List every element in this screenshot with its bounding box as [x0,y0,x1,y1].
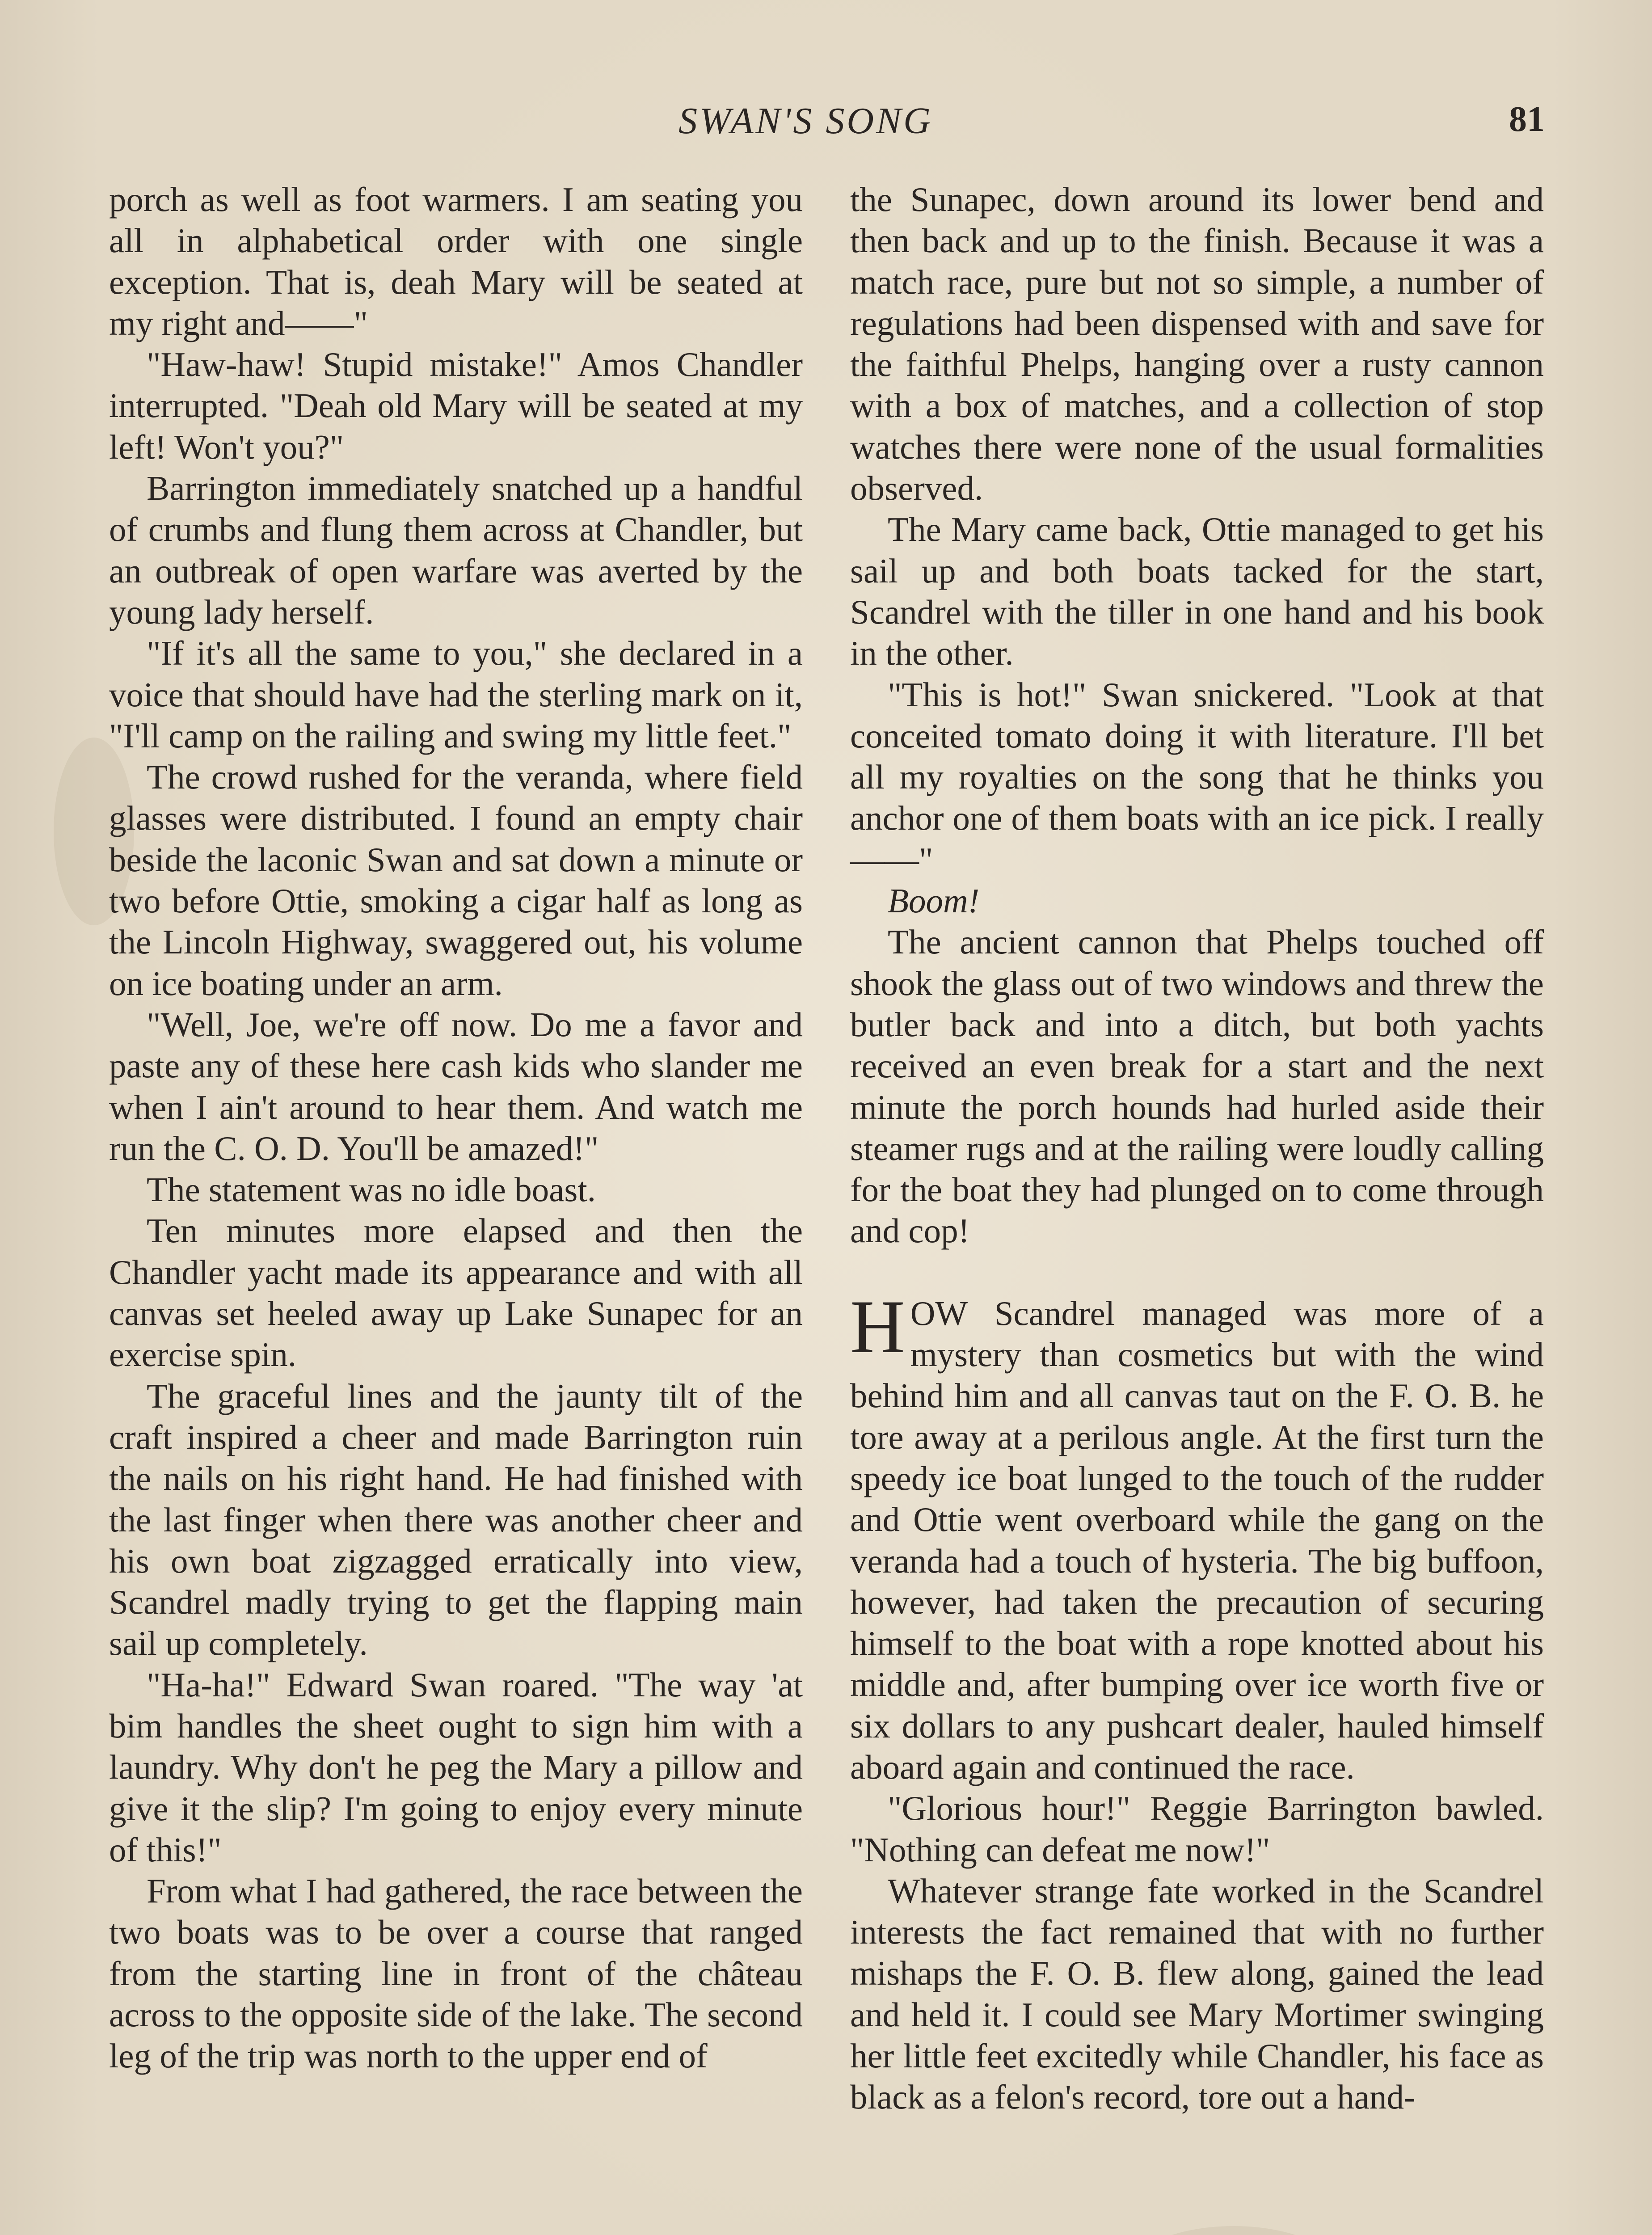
paragraph-boom: Boom! [888,881,980,920]
paragraph: "Haw-haw! Stupid mistake!" Amos Chandler interrupted. "Deah old Mary will be seated at my left! Won't you?" [109,345,803,466]
paragraph: Whatever strange fate worked in the Scandrel interests the fact remained that with no further mishaps the F. O. B. flew along, gained the lead and held it. I could see Mary Mortimer swinging her little feet excitedly while Chandler, his face as black as a felon's record, tore out a hand- [850,1871,1544,2117]
paragraph: "If it's all the same to you," she declared in a voice that should have had the sterling mark on it, "I'll camp on the railing and swing my little feet." [109,634,803,755]
paragraph: Ten minutes more elapsed and then the Chandler yacht made its appearance and with all canvas set heeled away up Lake Sunapec for an exercise spin. [109,1211,803,1374]
page-number: 81 [1509,100,1545,139]
paragraph: "Well, Joe, we're off now. Do me a favor and paste any of these here cash kids who slander me when I ain't around to hear them. And watch me run the C. O. D. You'll be amazed!" [109,1005,803,1168]
paragraph: "Ha-ha!" Edward Swan roared. "The way 'at bim handles the sheet ought to sign him with a laundry. Why don't he peg the Mary a pillow and give it the slip? I'm going to enjoy every minute of this!" [109,1665,803,1869]
paragraph: porch as well as foot warmers. I am seating you all in alphabetical order with one single exception. That is, deah Mary will be seated at my right and——" [109,180,803,342]
left-column [109,179,803,2077]
paragraph: "Glorious hour!" Reggie Barrington bawled. "Nothing can defeat me now!" [850,1789,1544,1869]
drop-cap: H [850,1284,905,1369]
paragraph: Barrington immediately snatched up a handful of crumbs and flung them across at Chandler, but an outbreak of open warfare was averted by the young lady herself. [109,469,803,631]
paragraph: From what I had gathered, the race between the two boats was to be over a course that ranged from the starting line in front of the château across to the opposite side of the lake. The second leg of the trip was north to the upper end of [109,1872,803,2075]
paragraph: The ancient cannon that Phelps touched off shook the glass out of two windows and threw the butler back and into a ditch, but both yachts received an even break for a start and the next minute the porch hounds had hurled aside their steamer rugs and at the railing were loudly calling for the boat they had plunged on to come through and cop! [850,923,1544,1250]
paper-stain [1117,2226,1350,2235]
section-start-paragraph [850,1284,1544,1788]
right-column [850,179,1544,2118]
paragraph: The graceful lines and the jaunty tilt of the craft inspired a cheer and made Barrington ruin the nails on his right hand. He had finished with the last finger when there was another cheer and his own boat zigzagged erratically into view, Scandrel madly trying to get the flapping main sail up completely. [109,1376,803,1663]
running-title: SWAN'S SONG [678,100,933,142]
paragraph: The Mary came back, Ottie managed to get his sail up and both boats tacked for the start, Scandrel with the tiller in one hand and his book in the other. [850,510,1544,673]
paragraph-text: OW Scandrel managed was more of a mystery than cosmetics but with the wind behind him and all canvas taut on the F. O. B. he tore away at a perilous angle. At the first turn the speedy ice boat lunged to the touch of the rudder and Ottie went overboard while the gang on the veranda had a touch of hysteria. The big buffoon, however, had taken the precaution of securing himself to the boat with a rope knotted about his middle and, after bumping over ice worth five or six dollars to any pushcart dealer, hauled himself aboard again and continued the race. [850,1294,1544,1786]
paragraph: The crowd rushed for the veranda, where field glasses were distributed. I found an empty chair beside the laconic Swan and sat down a minute or two before Ottie, smoking a cigar half as long as the Lincoln Highway, swaggered out, his volume on ice boating under an arm. [109,758,803,1003]
paragraph: "This is hot!" Swan snickered. "Look at that conceited tomato doing it with literature. I'll bet all my royalties on the song that he thinks you anchor one of them boats with an ice pick. I really——" [850,675,1544,879]
paragraph: The statement was no idle boast. [147,1170,596,1209]
running-head [0,99,1652,148]
paragraph: the Sunapec, down around its lower bend and then back and up to the finish. Because it was a match race, pure but not so simple, a number of regulations had been dispensed with and save for the faithful Phelps, hanging over a rusty cannon with a box of matches, and a collection of stop watches there were none of the usual formalities observed. [850,180,1544,508]
